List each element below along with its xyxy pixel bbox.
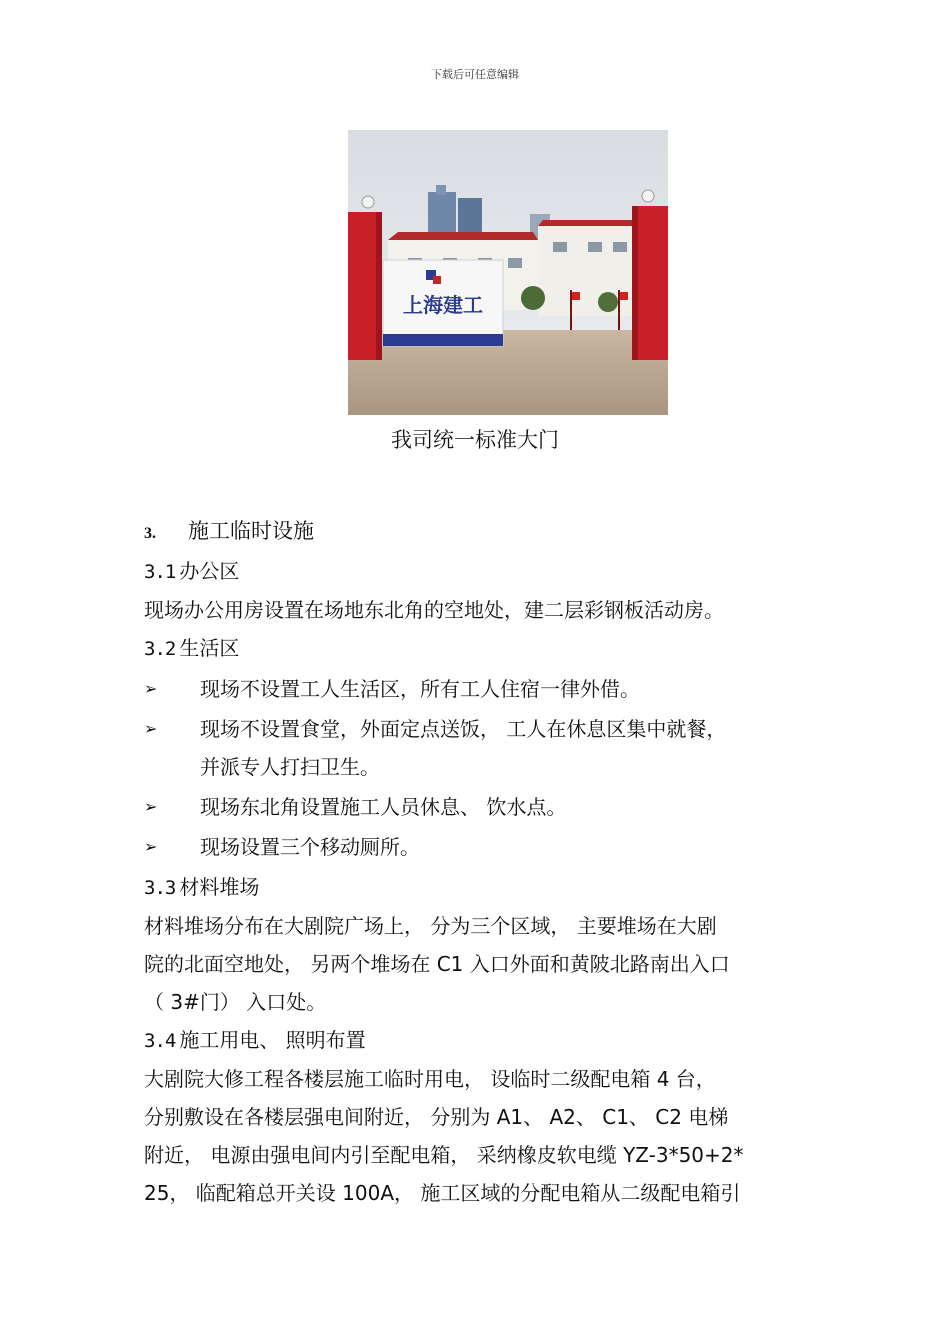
- power-paragraph: 大剧院大修工程各楼层施工临时用电， 设临时二级配电箱 4 台， 分别敷设在各楼层强电间附近， 分别为 A1、 A2、 C1、 C2 电梯 附近， 电源由强电间内引至配电箱， 采纳橡皮软电缆 YZ-3*50+2* 25， 临配箱总开关设 100A， 施工区域的分配电箱从二级配电箱引: [144, 1067, 744, 1205]
- subsection-heading-materials: 3.3 材料堆场: [144, 875, 260, 899]
- list-item: ➢ 现场不设置工人生活区，所有工人住宿一律外借。: [144, 670, 824, 708]
- arrow-bullet-icon: ➢: [144, 837, 158, 856]
- list-item: ➢ 现场不设置食堂，外面定点送饭， 工人在休息区集中就餐， 并派专人打扫卫生。: [144, 710, 824, 786]
- section-heading: [144, 510, 824, 552]
- sign-text: 上海建工: [403, 293, 483, 317]
- document-body: [144, 510, 824, 1212]
- section-title: 施工临时设施: [188, 519, 314, 543]
- list-item: ➢ 现场设置三个移动厕所。: [144, 828, 824, 866]
- section-number: 3.: [144, 525, 156, 542]
- figure-caption: 我司统一标准大门: [391, 428, 559, 452]
- office-paragraph: 现场办公用房设置在场地东北角的空地处，建二层彩钢板活动房。: [144, 598, 724, 622]
- arrow-bullet-icon: ➢: [144, 797, 158, 816]
- arrow-bullet-icon: ➢: [144, 679, 158, 698]
- subsection-heading-power: 3.4 施工用电、 照明布置: [144, 1028, 366, 1052]
- materials-paragraph: 材料堆场分布在大剧院广场上， 分为三个区域， 主要堆场在大剧 院的北面空地处， 另两个堆场在 C1 入口外面和黄陂北路南出入口 （ 3#门） 入口处。: [144, 914, 730, 1014]
- page-header-note: 下载后可任意编辑: [431, 68, 519, 81]
- subsection-heading-office: 3.1 办公区: [144, 559, 240, 583]
- arrow-bullet-icon: ➢: [144, 719, 158, 738]
- standard-gate-photo: [348, 130, 668, 415]
- list-item: ➢ 现场东北角设置施工人员休息、 饮水点。: [144, 788, 824, 826]
- subsection-heading-living: 3.2 生活区: [144, 636, 240, 660]
